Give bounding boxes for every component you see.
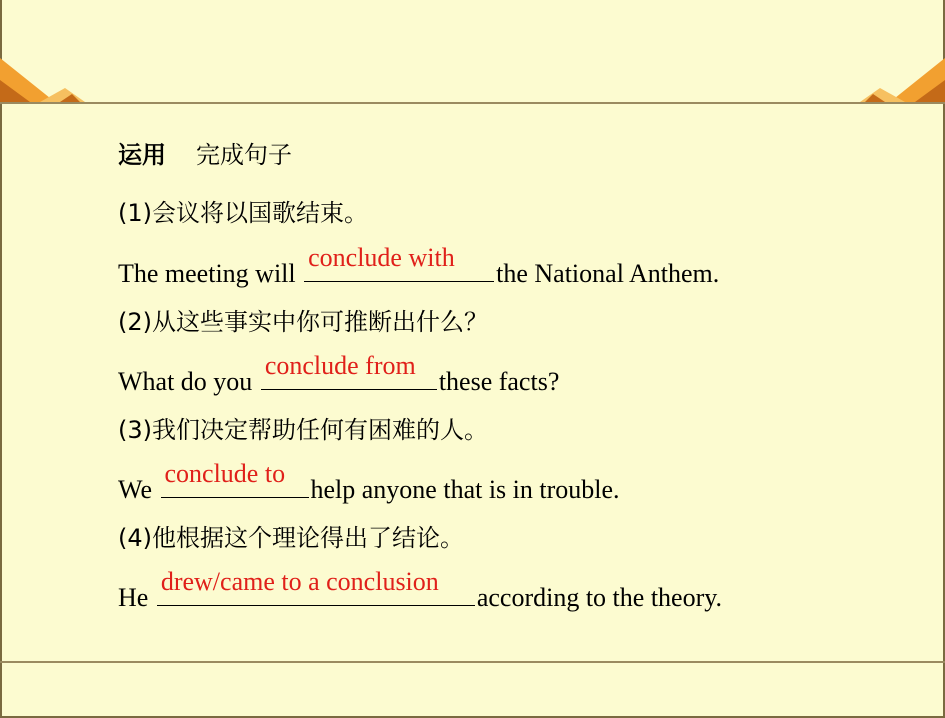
item-2-text-before: What do you: [118, 367, 259, 396]
heading-label: 运用: [118, 141, 166, 169]
section-heading: [118, 140, 292, 170]
frame-left-border: [0, 0, 2, 718]
item-2-blank: [261, 351, 437, 390]
item-3-text-before: We: [118, 475, 159, 504]
corner-decoration-left-icon: [0, 58, 95, 104]
item-1-answer: conclude with: [308, 243, 455, 272]
item-4-answer: drew/came to a conclusion: [160, 567, 439, 596]
item-1-blank: [304, 243, 494, 282]
item-4-blank: [157, 567, 475, 606]
item-3-text-after: help anyone that is in trouble.: [310, 475, 620, 504]
item-3-chinese: (3)我们决定帮助任何有困难的人。: [118, 416, 488, 444]
corner-decoration-right-icon: [850, 58, 945, 104]
item-1-chinese: (1)会议将以国歌结束。: [118, 199, 368, 227]
item-1-text-after: the National Anthem.: [496, 259, 720, 288]
heading-title: 完成句子: [196, 141, 292, 169]
item-3-answer: conclude to: [164, 459, 286, 488]
item-4-text-before: He: [118, 583, 155, 612]
item-2-answer: conclude from: [264, 351, 416, 380]
item-4-text-after: according to the theory.: [476, 583, 723, 612]
item-4-chinese: (4)他根据这个理论得出了结论。: [118, 524, 464, 552]
item-3-english: [118, 459, 620, 505]
bottom-divider: [0, 661, 945, 663]
item-3-blank: [161, 459, 309, 498]
item-1-english: [118, 243, 720, 289]
item-1-text-before: The meeting will: [118, 259, 303, 288]
top-divider: [0, 102, 945, 104]
item-2-text-after: these facts?: [438, 367, 560, 396]
item-2-chinese: (2)从这些事实中你可推断出什么？: [118, 308, 488, 336]
item-2-english: [118, 351, 560, 397]
item-4-english: [118, 567, 723, 613]
